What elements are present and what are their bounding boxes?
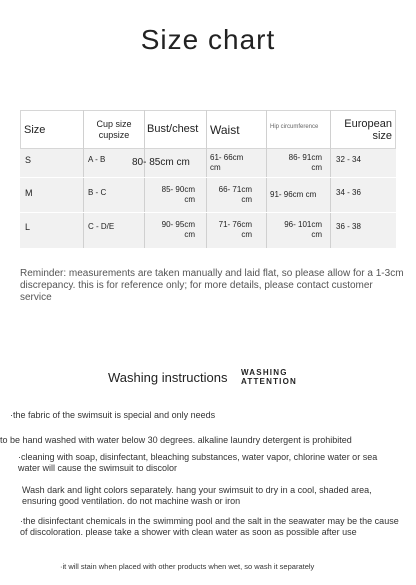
- row-l-size: L: [25, 222, 31, 232]
- washing-title: Washing instructions: [108, 370, 228, 385]
- row-s-cup: A - B: [88, 155, 106, 164]
- row-s-bust: 80- 85cm cm: [132, 157, 190, 168]
- header-bust-label: Bust/chest: [147, 123, 199, 135]
- wash-paragraph-3: ·cleaning with soap, disinfectant, bleaching substances, water vapor, chlorine water or sea water will cause the swimsuit to discolor: [18, 452, 378, 473]
- wash-paragraph-6: ·it will stain when placed with other products when wet, so wash it separately: [60, 562, 315, 571]
- badge-line-1: WASHING: [241, 368, 288, 377]
- row-l-cup: C - D/E: [88, 222, 115, 231]
- row-m-bust: 85- 90cm cm: [161, 185, 195, 204]
- row-m-european: 34 - 36: [336, 188, 361, 197]
- wash-paragraph-4: Wash dark and light colors separately. hang your swimsuit to dry in a cool, shaded area, ensuring good ventilation. do not machine wash or iron: [22, 485, 372, 506]
- reminder-text: Reminder: measurements are taken manually and laid flat, so please allow for a 1-3cm discrepancy. this is for reference only; for more details, please contact customer service: [20, 268, 404, 303]
- wash-paragraph-1: ·the fabric of the swimsuit is special and only needs: [10, 410, 216, 420]
- row-s-size: S: [25, 155, 32, 165]
- badge-line-2: ATTENTION: [241, 377, 297, 386]
- row-s-european: 32 - 34: [336, 155, 361, 164]
- size-table: [20, 110, 396, 248]
- header-size-label: Size: [24, 124, 46, 136]
- row-l-bust: 90- 95cm cm: [161, 220, 195, 239]
- row-m-waist: 66- 71cm cm: [218, 185, 252, 204]
- page-title: Size chart: [140, 24, 276, 55]
- header-cup-label: Cup size cupsize: [96, 119, 132, 140]
- row-m-cup: B - C: [88, 188, 107, 197]
- row-m-size: M: [25, 188, 33, 198]
- row-s-waist: 61- 66cm cm: [210, 153, 244, 172]
- row-s-hip: 86- 91cm cm: [288, 153, 322, 172]
- header-european-label: European size: [344, 118, 392, 142]
- row-l-european: 36 - 38: [336, 222, 361, 231]
- wash-paragraph-5: ·the disinfectant chemicals in the swimming pool and the salt in the seawater may be the cause of discoloration. please take a shower with clean water as soon as possible after use: [20, 516, 399, 537]
- row-l-hip: 96- 101cm cm: [284, 220, 322, 239]
- wash-paragraph-2: to be hand washed with water below 30 degrees. alkaline laundry detergent is prohibited: [0, 435, 352, 445]
- header-hip-label: Hip circumference: [270, 124, 319, 130]
- washing-attention-badge: [241, 368, 297, 386]
- row-l-waist: 71- 76cm cm: [218, 220, 252, 239]
- header-waist-label: Waist: [210, 123, 240, 137]
- row-m-hip: 91- 96cm cm: [270, 190, 317, 199]
